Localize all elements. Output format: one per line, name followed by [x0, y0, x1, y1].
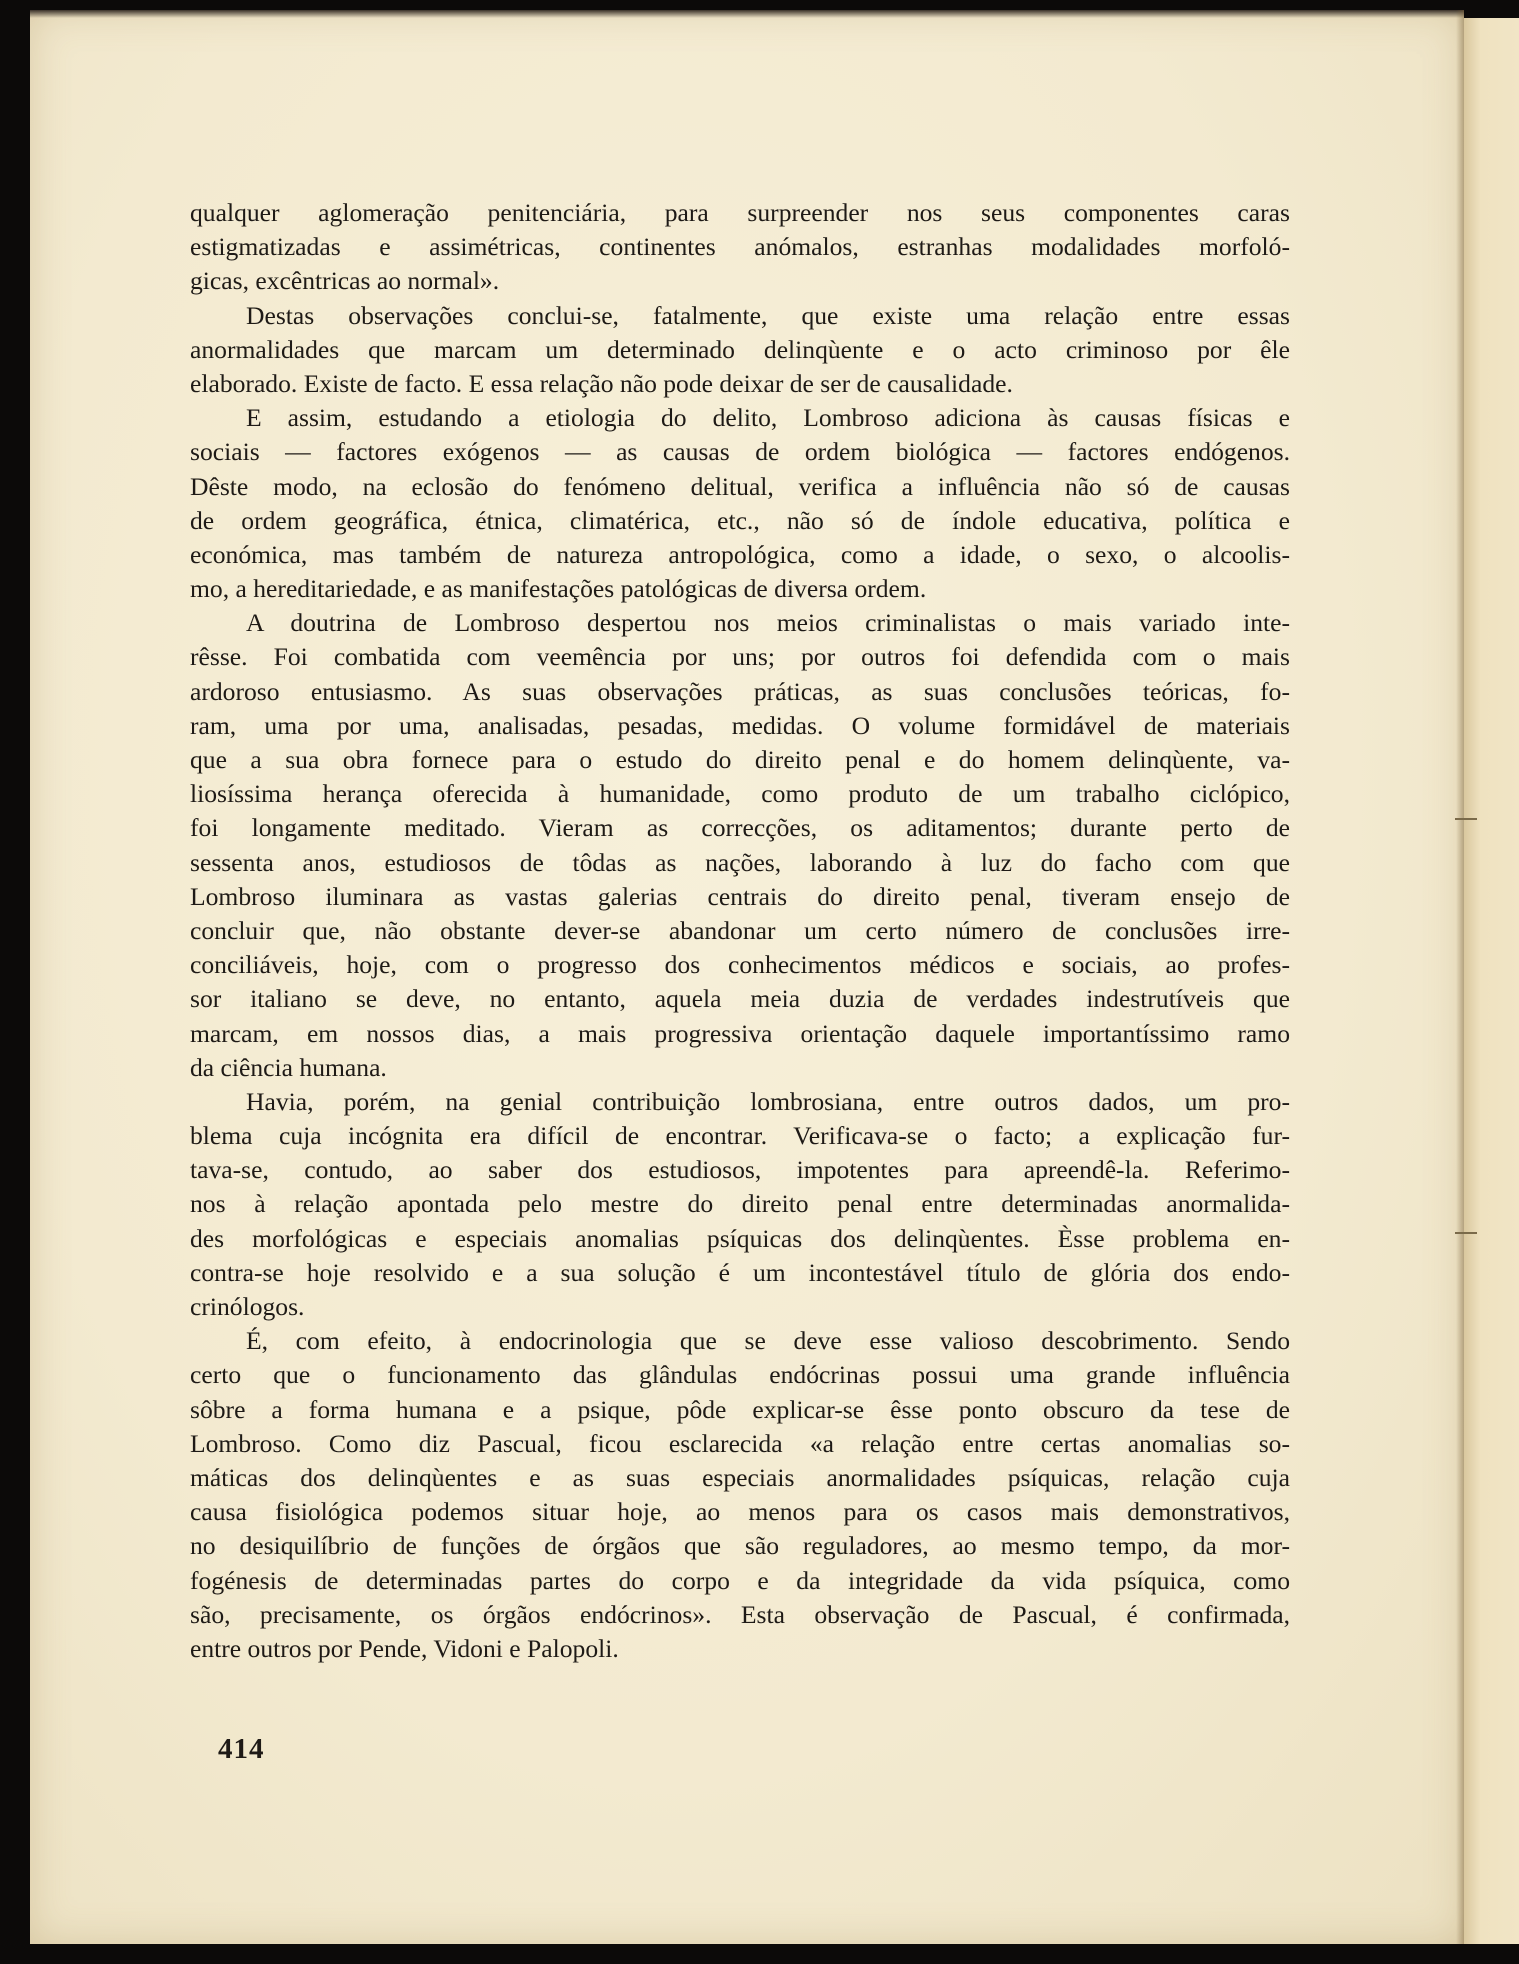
text-line: Lombroso iluminara as vastas galerias centrais do direito penal, tiveram ensejo de [190, 881, 1290, 911]
text-line: são, precisamente, os órgãos endócrinos». Esta observação de Pascual, é confirmada, [190, 1599, 1290, 1629]
text-line: gicas, excêntricas ao normal». [190, 266, 500, 296]
text-line: ardoroso entusiasmo. As suas observações práticas, as suas conclusões teóricas, fo- [190, 676, 1290, 706]
text-line: nos à relação apontada pelo mestre do direito penal entre determinadas anormalida- [190, 1189, 1290, 1219]
text-line: blema cuja incógnita era difícil de encontrar. Verificava-se o facto; a explicação fur- [190, 1121, 1290, 1151]
text-line: A doutrina de Lombroso despertou nos meios criminalistas o mais variado inte- [246, 608, 1290, 638]
adjacent-page-edge [1464, 18, 1519, 1944]
text-line: económica, mas também de natureza antropológica, como a idade, o sexo, o alcoolis- [190, 539, 1290, 569]
text-line: fogénesis de determinadas partes do corpo e da integridade da vida psíquica, como [190, 1565, 1290, 1595]
text-line: concluir que, não obstante dever-se abandonar um certo número de conclusões irre- [190, 915, 1290, 945]
text-line: sôbre a forma humana e a psique, pôde explicar-se êsse ponto obscuro da tese de [190, 1394, 1290, 1424]
paragraph [190, 299, 1290, 402]
paragraph [190, 1085, 1290, 1324]
text-line: E assim, estudando a etiologia do delito, Lombroso adiciona às causas físicas e [246, 403, 1290, 433]
text-line: É, com efeito, à endocrinologia que se deve esse valioso descobrimento. Sendo [246, 1326, 1290, 1356]
text-line: estigmatizadas e assimétricas, continentes anómalos, estranhas modalidades morfoló- [190, 232, 1290, 262]
paragraph [190, 401, 1290, 606]
text-line: Lombroso. Como diz Pascual, ficou esclarecida «a relação entre certas anomalias so- [190, 1428, 1290, 1458]
paragraph [190, 1324, 1290, 1666]
text-line: tava-se, contudo, ao saber dos estudiosos, impotentes para apreendê-la. Referimo- [190, 1155, 1290, 1185]
text-line: mo, a hereditariedade, e as manifestações patológicas de diversa ordem. [190, 574, 927, 604]
text-line: anormalidades que marcam um determinado delinqùente e o acto criminoso por êle [190, 334, 1290, 364]
text-line: foi longamente meditado. Vieram as correcções, os aditamentos; durante perto de [190, 813, 1290, 843]
text-line: Havia, porém, na genial contribuição lombrosiana, entre outros dados, um pro- [246, 1086, 1290, 1116]
page-number: 414 [218, 1733, 265, 1765]
text-line: no desiquilíbrio de funções de órgãos que são reguladores, ao mesmo tempo, da mor- [190, 1531, 1290, 1561]
text-line: máticas dos delinqùentes e as suas especiais anormalidades psíquicas, relação cuja [190, 1462, 1290, 1492]
text-line: liosíssima herança oferecida à humanidade, como produto de um trabalho ciclópico, [190, 779, 1290, 809]
text-line: da ciência humana. [190, 1052, 387, 1082]
paragraph [190, 196, 1290, 299]
text-line: sessenta anos, estudiosos de tôdas as nações, laborando à luz do facho com que [190, 847, 1290, 877]
page-top-edge-shadow [30, 10, 1464, 18]
text-line: Dêste modo, na eclosão do fenómeno delitual, verifica a influência não só de causas [190, 471, 1290, 501]
text-line: entre outros por Pende, Vidoni e Palopoli. [190, 1633, 619, 1663]
text-line: rêsse. Foi combatida com veemência por uns; por outros foi defendida com o mais [190, 642, 1290, 672]
paragraph [190, 606, 1290, 1085]
text-line: elaborado. Existe de facto. E essa relação não pode deixar de ser de causalidade. [190, 368, 1013, 398]
text-line: causa fisiológica podemos situar hoje, ao menos para os casos mais demonstrativos, [190, 1497, 1290, 1527]
text-line: qualquer aglomeração penitenciária, para surpreender nos seus componentes caras [190, 198, 1290, 227]
text-line: certo que o funcionamento das glândulas endócrinas possui uma grande influência [190, 1360, 1290, 1390]
page-fold-shadow [1456, 10, 1464, 1944]
text-line: crinólogos. [190, 1292, 305, 1321]
text-line: sor italiano se deve, no entanto, aquela meia duzia de verdades indestrutíveis que [190, 984, 1290, 1014]
text-line: sociais — factores exógenos — as causas de ordem biológica — factores endógenos. [190, 437, 1290, 467]
margin-mark [1455, 1232, 1477, 1234]
text-line: que a sua obra fornece para o estudo do direito penal e do homem delinqùente, va- [190, 745, 1290, 774]
text-line: marcam, em nossos dias, a mais progressiva orientação daquele importantíssimo ramo [190, 1018, 1290, 1048]
text-line: des morfológicas e especiais anomalias psíquicas dos delinqùentes. Èsse problema en- [190, 1223, 1290, 1253]
text-line: de ordem geográfica, étnica, climatérica, etc., não só de índole educativa, política e [190, 505, 1290, 535]
body-text [190, 196, 1290, 1666]
text-line: conciliáveis, hoje, com o progresso dos conhecimentos médicos e sociais, ao profes- [190, 950, 1290, 980]
text-line: contra-se hoje resolvido e a sua solução é um incontestável título de glória dos endo- [190, 1257, 1290, 1287]
text-line: Destas observações conclui-se, fatalmente, que existe uma relação entre essas [246, 300, 1290, 330]
text-line: ram, uma por uma, analisadas, pesadas, medidas. O volume formidável de materiais [190, 710, 1290, 740]
margin-mark [1455, 818, 1477, 820]
